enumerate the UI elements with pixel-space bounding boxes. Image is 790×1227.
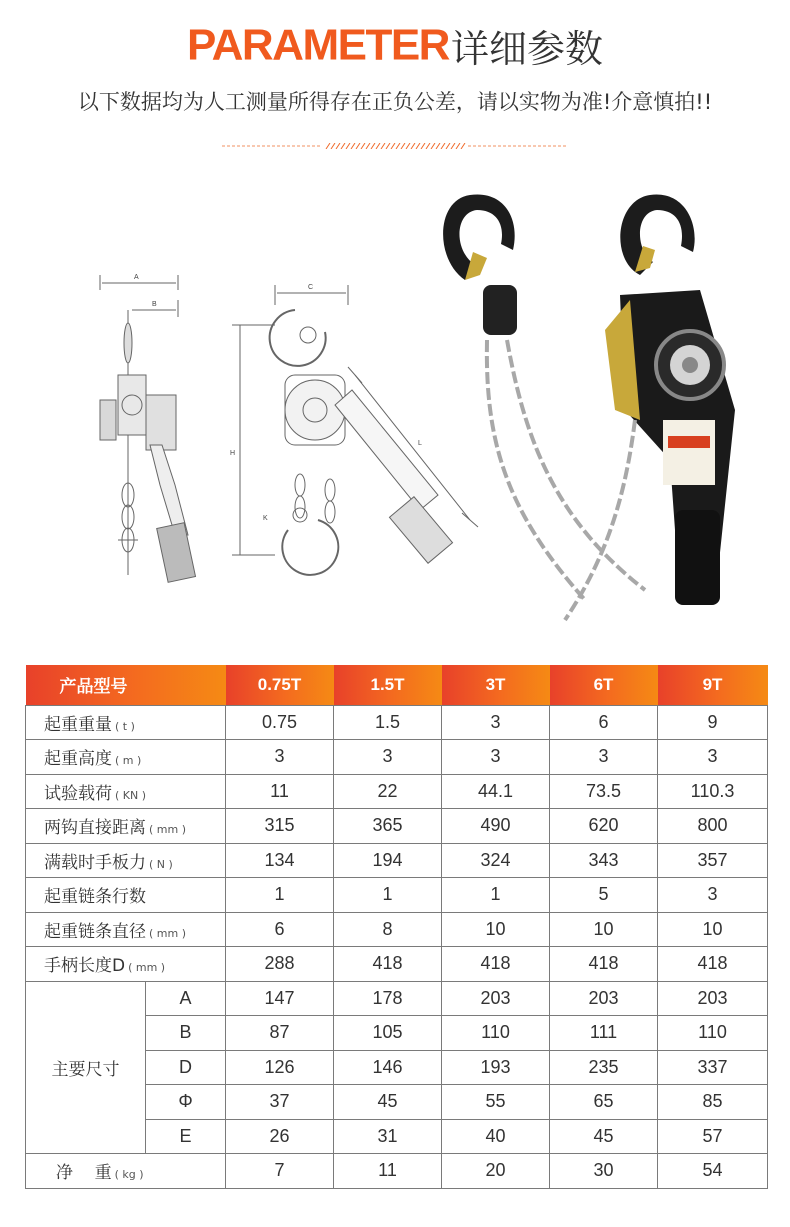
table-cell: 22 (334, 774, 442, 809)
table-cell: 3 (658, 740, 768, 775)
table-cell: 0.75 (226, 705, 334, 740)
table-cell: 105 (334, 1016, 442, 1051)
table-cell: 203 (550, 981, 658, 1016)
table-row (26, 809, 768, 844)
table-cell: 343 (550, 843, 658, 878)
table-cell: 20 (442, 1154, 550, 1189)
dimension-label: D (146, 1050, 226, 1085)
table-cell: 45 (550, 1119, 658, 1154)
table-cell: 65 (550, 1085, 658, 1120)
table-cell: 147 (226, 981, 334, 1016)
table-cell: 85 (658, 1085, 768, 1120)
disclaimer-text: 以下数据均为人工测量所得存在正负公差，请以实物为准!介意慎拍!! (77, 90, 713, 114)
column-header-3t: 3T (442, 665, 550, 705)
table-cell: 40 (442, 1119, 550, 1154)
table-cell: 203 (658, 981, 768, 1016)
row-label: 净 重 ( kg ) (26, 1154, 226, 1189)
table-cell: 3 (226, 740, 334, 775)
table-cell: 44.1 (442, 774, 550, 809)
table-cell: 324 (442, 843, 550, 878)
table-cell: 193 (442, 1050, 550, 1085)
table-cell: 315 (226, 809, 334, 844)
dimension-label-a: A (134, 274, 139, 281)
table-cell: 194 (334, 843, 442, 878)
row-label: 起重链条直径 ( mm ) (26, 912, 226, 947)
table-cell: 11 (226, 774, 334, 809)
dimension-label: Φ (146, 1085, 226, 1120)
table-cell: 134 (226, 843, 334, 878)
table-row (26, 878, 768, 913)
table-cell: 110.3 (658, 774, 768, 809)
dimension-label-k: K (263, 515, 268, 522)
dimensions-group-label: 主要尺寸 (26, 981, 146, 1154)
row-label: 起重高度 ( m ) (26, 740, 226, 775)
table-cell: 10 (550, 912, 658, 947)
table-cell: 9 (658, 705, 768, 740)
table-cell: 203 (442, 981, 550, 1016)
table-cell: 5 (550, 878, 658, 913)
table-cell: 37 (226, 1085, 334, 1120)
table-row (26, 947, 768, 982)
dimension-label-b: B (152, 301, 157, 308)
column-header-model: 产品型号 (26, 665, 226, 705)
table-cell: 418 (334, 947, 442, 982)
spec-table (25, 665, 768, 1189)
row-label: 试验载荷 ( KN ) (26, 774, 226, 809)
row-label: 起重重量 ( t ) (26, 705, 226, 740)
table-cell: 418 (550, 947, 658, 982)
table-cell: 31 (334, 1119, 442, 1154)
table-cell: 620 (550, 809, 658, 844)
table-cell: 178 (334, 981, 442, 1016)
table-cell: 146 (334, 1050, 442, 1085)
title-chinese: 详细参数 (450, 27, 603, 71)
table-cell: 418 (658, 947, 768, 982)
table-cell: 6 (550, 705, 658, 740)
product-illustration (425, 180, 760, 640)
table-cell: 490 (442, 809, 550, 844)
table-cell: 54 (658, 1154, 768, 1189)
column-header-9t: 9T (658, 665, 768, 705)
column-header-6t: 6T (550, 665, 658, 705)
table-cell: 10 (658, 912, 768, 947)
row-label: 起重链条行数 (26, 878, 226, 913)
table-cell: 55 (442, 1085, 550, 1120)
table-cell: 3 (442, 740, 550, 775)
table-cell: 10 (442, 912, 550, 947)
table-cell: 1 (226, 878, 334, 913)
table-cell: 1.5 (334, 705, 442, 740)
table-cell: 3 (658, 878, 768, 913)
table-row (26, 981, 768, 1016)
title-english: PARAMETER (187, 20, 449, 70)
table-cell: 235 (550, 1050, 658, 1085)
table-row (26, 912, 768, 947)
table-cell: 7 (226, 1154, 334, 1189)
dimension-label: E (146, 1119, 226, 1154)
dimension-label-c: C (308, 284, 314, 291)
table-cell: 1 (442, 878, 550, 913)
table-row (26, 1154, 768, 1189)
row-label: 手柄长度D ( mm ) (26, 947, 226, 982)
right-hook-icon (620, 195, 694, 275)
table-cell: 288 (226, 947, 334, 982)
table-cell: 57 (658, 1119, 768, 1154)
column-header-15t: 1.5T (334, 665, 442, 705)
table-cell: 365 (334, 809, 442, 844)
table-row (26, 774, 768, 809)
table-cell: 1 (334, 878, 442, 913)
table-cell: 418 (442, 947, 550, 982)
decorative-divider (222, 143, 568, 149)
dimension-diagram (90, 255, 480, 595)
table-cell: 337 (658, 1050, 768, 1085)
column-header-075t: 0.75T (226, 665, 334, 705)
dimension-label-l: L (418, 440, 422, 447)
dimension-label: A (146, 981, 226, 1016)
table-cell: 8 (334, 912, 442, 947)
table-row (26, 843, 768, 878)
table-row (26, 740, 768, 775)
table-cell: 26 (226, 1119, 334, 1154)
table-row (26, 705, 768, 740)
dimension-label: B (146, 1016, 226, 1051)
table-cell: 11 (334, 1154, 442, 1189)
table-cell: 45 (334, 1085, 442, 1120)
table-cell: 110 (442, 1016, 550, 1051)
table-cell: 111 (550, 1016, 658, 1051)
dimension-label-h: H (230, 450, 236, 457)
page-title (0, 18, 790, 73)
table-cell: 110 (658, 1016, 768, 1051)
row-label: 满载时手板力 ( N ) (26, 843, 226, 878)
table-cell: 3 (334, 740, 442, 775)
row-label: 两钩直接距离 ( mm ) (26, 809, 226, 844)
table-cell: 87 (226, 1016, 334, 1051)
table-cell: 73.5 (550, 774, 658, 809)
table-cell: 30 (550, 1154, 658, 1189)
table-header-row (26, 665, 768, 705)
table-cell: 800 (658, 809, 768, 844)
table-cell: 3 (550, 740, 658, 775)
table-cell: 126 (226, 1050, 334, 1085)
table-cell: 6 (226, 912, 334, 947)
table-cell: 3 (442, 705, 550, 740)
table-cell: 357 (658, 843, 768, 878)
